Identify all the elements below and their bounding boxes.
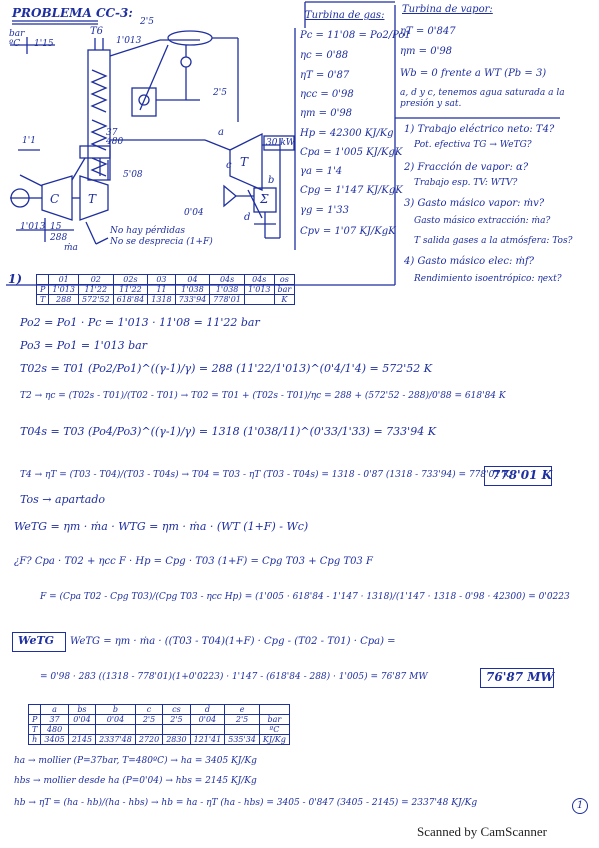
table-cell <box>135 725 162 735</box>
table-cell <box>190 725 225 735</box>
label-inlet-p: 1'013 <box>20 222 46 232</box>
table-cell: 121'41 <box>190 735 225 745</box>
table-cell: 11'22 <box>113 285 148 295</box>
table-cell: P <box>37 285 49 295</box>
steam-line: ha → mollier (P=37bar, T=480ºC) → ha = 3405 KJ/Kg <box>14 756 257 766</box>
equation: T04s = T03 (Po4/Po3)^((γ-1)/γ) = 1318 (1'038/11)^(0'33/1'33) = 733'94 K <box>20 425 436 438</box>
scanner-watermark: Scanned by CamScanner <box>417 824 547 839</box>
table-cell: ºC <box>259 725 289 735</box>
question: T salida gases a la atmósfera: Tos? <box>414 236 573 246</box>
table-cell: d <box>190 705 225 715</box>
label-inlet-t: 15 <box>50 222 62 232</box>
label-steam-turbine: T <box>240 155 249 169</box>
equation: T2 → ηc = (T02s - T01)/(T02 - T01) → T02 = T01 + (T02s - T01)/ηc = 288 + (572'52 - 288)/0'88 = 618'84 K <box>20 391 506 401</box>
label-ma: ṁa <box>64 243 78 253</box>
table-cell: 04 <box>175 275 210 285</box>
equation: = 0'98 · 283 ((1318 - 778'01)(1+0'0223) · 1'147 - (618'84 - 288) · 1'005) = 76'87 MW <box>40 672 428 682</box>
label-condenser: Σ <box>260 192 269 206</box>
table-cell: 37 <box>41 715 68 725</box>
table-cell: 535'34 <box>225 735 260 745</box>
label-c: c <box>226 160 232 171</box>
table-cell <box>96 725 136 735</box>
equation: T4 → ηT = (T03 - T04)/(T03 - T04s) → T04 = T03 - ηT (T03 - T04s) = 1318 - 0'87 (1318 - 733'94) = 778'01 K <box>20 470 510 480</box>
table-cell: 618'84 <box>113 295 148 305</box>
table-cell: b <box>96 705 136 715</box>
table-cell: P <box>29 715 41 725</box>
result-wetg: 76'87 MW <box>486 670 555 684</box>
table-cell: 1'013 <box>49 285 79 295</box>
table-cell: 11 <box>148 285 175 295</box>
question: Gasto másico extracción: ṁa? <box>414 216 551 226</box>
table-cell: c <box>135 705 162 715</box>
table-cell: 01 <box>49 275 79 285</box>
steam-line: hb → ηT = (ha - hb)/(ha - hbs) → hb = ha - ηT (ha - hbs) = 3405 - 0'847 (3405 - 2145) = 2337'48 KJ/Kg <box>14 798 478 808</box>
label-p25-mid: 2'5 <box>213 88 227 98</box>
label-p37: 37 <box>106 128 118 138</box>
steam-item: a, d y c, tenemos agua saturada a la presión y sat. <box>400 88 565 109</box>
table-cell: KJ/Kg <box>259 735 289 745</box>
label-inlet-k: 288 <box>50 233 68 243</box>
section-1-label: 1) <box>8 272 23 286</box>
question: 1) Trabajo eléctrico neto: T4? <box>404 124 555 135</box>
table-row <box>29 715 290 725</box>
state-table <box>36 274 295 305</box>
table-cell: 1'038 <box>210 285 245 295</box>
note-no-losses: No hay pérdidas <box>110 226 186 236</box>
table-cell: bar <box>259 715 289 725</box>
table-cell: 288 <box>49 295 79 305</box>
gas-turbine-title: Turbina de gas: <box>305 10 385 21</box>
table-cell: a <box>41 705 68 715</box>
table-cell: 3405 <box>41 735 68 745</box>
table-cell: 0'04 <box>96 715 136 725</box>
gas-item: Cpg = 1'147 KJ/KgK <box>300 185 403 196</box>
table-cell: 2'5 <box>135 715 162 725</box>
equation: T02s = T01 (Po2/Po1)^((γ-1)/γ) = 288 (11'22/1'013)^(0'4/1'4) = 572'52 K <box>20 362 432 375</box>
equation: WeTG = ηm · ṁa · WTG = ηm · ṁa · (WT (1+F) - Wc) <box>14 520 309 533</box>
steam-state-table <box>28 704 290 745</box>
table-cell: 2720 <box>135 735 162 745</box>
label-t6: T6 <box>90 26 104 37</box>
label-gas-turbine: T <box>88 192 97 206</box>
table-cell: 04s <box>244 275 274 285</box>
table-header-row <box>37 275 295 285</box>
table-cell <box>225 725 260 735</box>
equation: ¿F? Cpa · T02 + ηcc F · Hp = Cpg · T03 (1+F) = Cpg T03 + Cpg T03 F <box>14 556 373 567</box>
table-cell: K <box>274 295 295 305</box>
gas-item: ηT = 0'87 <box>300 70 350 81</box>
table-cell: 2'5 <box>163 715 190 725</box>
steam-item: Wb = 0 frente a WT (Pb = 3) <box>400 68 547 79</box>
label-hv: 1'1 <box>22 136 36 146</box>
table-cell: 02 <box>78 275 113 285</box>
unit-celsius: ºC <box>9 39 21 49</box>
table-cell: 480 <box>41 725 68 735</box>
unit-bar: bar <box>9 29 25 39</box>
gas-item: ηcc = 0'98 <box>300 89 354 100</box>
table-cell: 04s <box>210 275 245 285</box>
table-cell <box>244 295 274 305</box>
table-cell: 11'22 <box>78 285 113 295</box>
label-p1013: 1'013 <box>116 36 142 46</box>
label-wetg: WeTG <box>18 634 55 647</box>
table-cell: 2337'48 <box>96 735 136 745</box>
table-cell: cs <box>163 705 190 715</box>
gas-item: γg = 1'33 <box>300 205 349 216</box>
table-cell: os <box>274 275 295 285</box>
note-not-neglected: No se desprecia (1+F) <box>110 237 213 247</box>
table-cell: 0'04 <box>190 715 225 725</box>
gas-item: Pc = 11'08 = Po2/Po1 <box>300 30 411 41</box>
result-t04: 778'01 K <box>492 468 553 482</box>
table-cell: 1'013 <box>244 285 274 295</box>
gas-item: ηm = 0'98 <box>300 108 353 119</box>
steam-line: hbs → mollier desde ha (P=0'04) → hbs = 2145 KJ/Kg <box>14 776 257 786</box>
question: Rendimiento isoentrópico: ηext? <box>414 274 562 284</box>
table-row <box>37 295 295 305</box>
equation: Po2 = Po1 · Pc = 1'013 · 11'08 = 11'22 bar <box>20 316 260 329</box>
page-number: 1 <box>572 798 588 814</box>
label-p25-top: 2'5 <box>140 17 154 27</box>
steam-item: ηT = 0'847 <box>400 26 456 37</box>
table-cell: 02s <box>113 275 148 285</box>
steam-item: ηm = 0'98 <box>400 46 453 57</box>
table-cell: h <box>29 735 41 745</box>
table-row <box>37 285 295 295</box>
label-p004: 0'04 <box>184 208 204 218</box>
label-b: b <box>268 175 275 186</box>
table-row <box>29 735 290 745</box>
label-d: d <box>244 212 251 223</box>
table-header-row <box>29 705 290 715</box>
question: Trabajo esp. TV: WTV? <box>414 178 518 188</box>
label-compressor: C <box>50 192 60 206</box>
problem-title: PROBLEMA CC-3: <box>12 6 133 20</box>
label-power: 30 kW <box>266 138 296 148</box>
table-cell: e <box>225 705 260 715</box>
question: 3) Gasto másico vapor: ṁv? <box>404 198 545 209</box>
table-cell: 2145 <box>68 735 95 745</box>
equation: F = (Cpa T02 - Cpg T03)/(Cpg T03 - ηcc Hp) = (1'005 · 618'84 - 1'147 · 1318)/(1'147 · 1318 - 0'98 · 42300) = 0'0223 <box>40 592 570 602</box>
table-cell <box>68 725 95 735</box>
table-row <box>29 725 290 735</box>
gas-item: γa = 1'4 <box>300 166 343 177</box>
steam-turbine-title: Turbina de vapor: <box>402 4 493 15</box>
table-cell <box>37 275 49 285</box>
equation: Po3 = Po1 = 1'013 bar <box>20 339 147 352</box>
table-cell: 2830 <box>163 735 190 745</box>
question: 4) Gasto másico elec: ṁf? <box>404 256 535 267</box>
unit-value: 1'15 <box>34 39 54 49</box>
gas-item: Cpv = 1'07 KJ/KgK <box>300 226 396 237</box>
label-a: a <box>218 127 224 138</box>
table-cell <box>259 705 289 715</box>
table-cell: 1318 <box>148 295 175 305</box>
table-cell: bs <box>68 705 95 715</box>
table-cell: 2'5 <box>225 715 260 725</box>
table-cell: 778'01 <box>210 295 245 305</box>
question: 2) Fracción de vapor: α? <box>404 162 529 173</box>
gas-item: Cpa = 1'005 KJ/KgK <box>300 147 403 158</box>
equation: WeTG = ηm · ṁa · ((T03 - T04)(1+F) · Cpg - (T02 - T01) · Cpa) = <box>70 636 396 647</box>
question: Pot. efectiva TG → WeTG? <box>414 140 532 150</box>
table-cell: T <box>37 295 49 305</box>
label-p508: 5'08 <box>123 170 143 180</box>
table-cell: 0'04 <box>68 715 95 725</box>
table-cell: bar <box>274 285 295 295</box>
gas-item: Hp = 42300 KJ/Kg <box>300 128 394 139</box>
equation: Tos → apartado <box>20 493 106 506</box>
table-cell: 733'94 <box>175 295 210 305</box>
table-cell <box>163 725 190 735</box>
table-cell: 03 <box>148 275 175 285</box>
label-t480: 480 <box>106 137 124 147</box>
table-cell: 572'52 <box>78 295 113 305</box>
gas-item: ηc = 0'88 <box>300 50 349 61</box>
table-cell: T <box>29 725 41 735</box>
table-cell: 1'038 <box>175 285 210 295</box>
table-cell <box>29 705 41 715</box>
